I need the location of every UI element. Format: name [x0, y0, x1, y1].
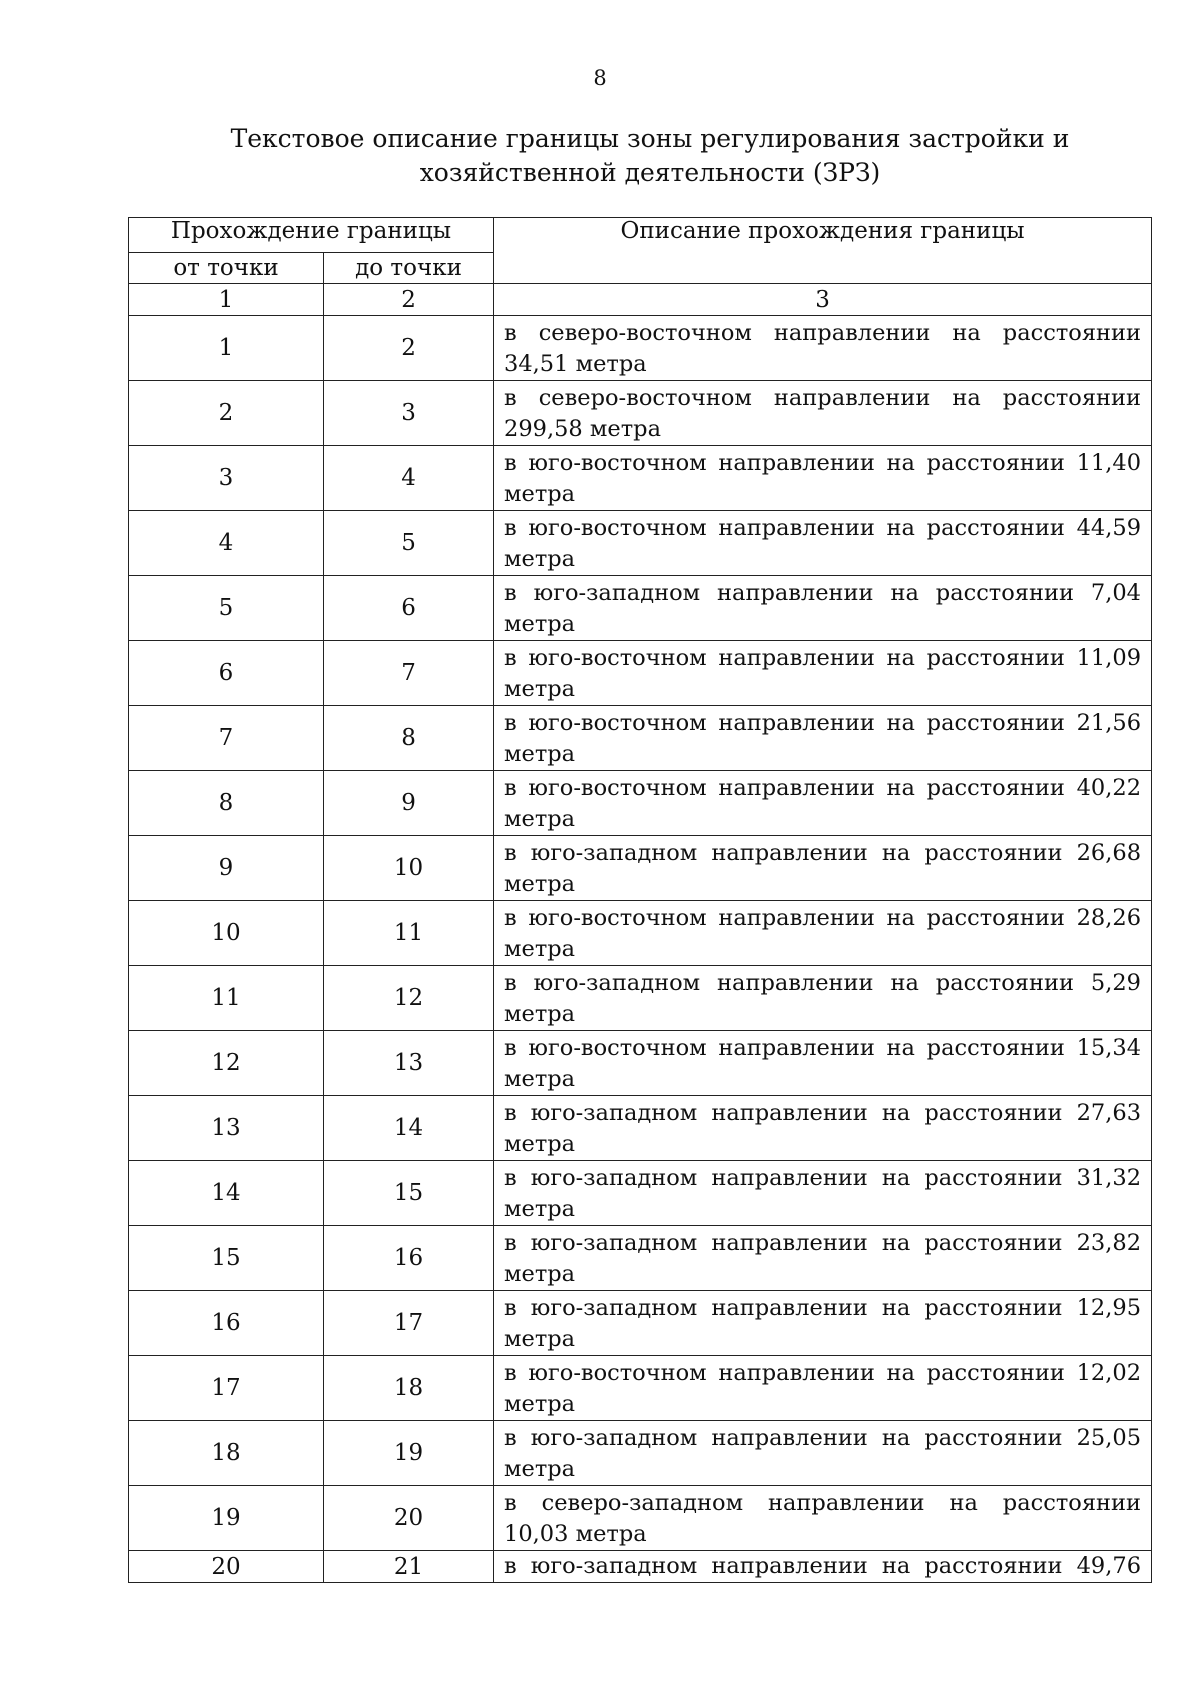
table-row	[129, 1421, 1152, 1486]
to-point-cell: 18	[324, 1356, 494, 1421]
to-point-cell: 16	[324, 1226, 494, 1291]
description-cell: в юго-западном направлении на расстоянии 5,29 метра	[494, 966, 1152, 1031]
to-point-cell: 12	[324, 966, 494, 1031]
to-point-cell: 15	[324, 1161, 494, 1226]
to-point-cell: 9	[324, 771, 494, 836]
description-cell: в юго-западном направлении на расстоянии 12,95 метра	[494, 1291, 1152, 1356]
from-point-cell: 8	[129, 771, 324, 836]
table-row	[129, 901, 1152, 966]
to-point-cell: 2	[324, 316, 494, 381]
table-row	[129, 1226, 1152, 1291]
description-cell: в юго-западном направлении на расстоянии 49,76	[494, 1551, 1152, 1583]
table-row	[129, 381, 1152, 446]
description-cell: в юго-восточном направлении на расстоянии 11,09 метра	[494, 641, 1152, 706]
description-cell: в юго-западном направлении на расстоянии 26,68 метра	[494, 836, 1152, 901]
from-point-cell: 9	[129, 836, 324, 901]
to-point-cell: 3	[324, 381, 494, 446]
from-point-cell: 20	[129, 1551, 324, 1583]
from-point-cell: 1	[129, 316, 324, 381]
header-boundary-passage: Прохождение границы	[129, 218, 494, 253]
description-cell: в юго-западном направлении на расстоянии 27,63 метра	[494, 1096, 1152, 1161]
from-point-cell: 14	[129, 1161, 324, 1226]
table-row	[129, 511, 1152, 576]
from-point-cell: 11	[129, 966, 324, 1031]
description-cell: в юго-восточном направлении на расстоянии 40,22 метра	[494, 771, 1152, 836]
boundary-table	[128, 217, 1152, 1583]
description-cell: в северо-восточном направлении на расстоянии 299,58 метра	[494, 381, 1152, 446]
description-cell: в юго-западном направлении на расстоянии 25,05 метра	[494, 1421, 1152, 1486]
header-from-point: от точки	[129, 253, 324, 284]
to-point-cell: 5	[324, 511, 494, 576]
description-cell: в северо-западном направлении на расстоянии 10,03 метра	[494, 1486, 1152, 1551]
table-row	[129, 836, 1152, 901]
to-point-cell: 11	[324, 901, 494, 966]
table-row	[129, 1551, 1152, 1583]
from-point-cell: 12	[129, 1031, 324, 1096]
description-cell: в юго-западном направлении на расстоянии 7,04 метра	[494, 576, 1152, 641]
from-point-cell: 16	[129, 1291, 324, 1356]
table-row	[129, 1486, 1152, 1551]
from-point-cell: 18	[129, 1421, 324, 1486]
from-point-cell: 3	[129, 446, 324, 511]
column-number-row	[129, 284, 1152, 316]
to-point-cell: 6	[324, 576, 494, 641]
description-cell: в северо-восточном направлении на расстоянии 34,51 метра	[494, 316, 1152, 381]
description-cell: в юго-восточном направлении на расстоянии 12,02 метра	[494, 1356, 1152, 1421]
table-row	[129, 446, 1152, 511]
from-point-cell: 19	[129, 1486, 324, 1551]
column-number: 1	[129, 284, 324, 316]
header-to-point: до точки	[324, 253, 494, 284]
table-row	[129, 316, 1152, 381]
description-cell: в юго-западном направлении на расстоянии 23,82 метра	[494, 1226, 1152, 1291]
column-number: 3	[494, 284, 1152, 316]
from-point-cell: 15	[129, 1226, 324, 1291]
to-point-cell: 13	[324, 1031, 494, 1096]
table-row	[129, 641, 1152, 706]
description-cell: в юго-восточном направлении на расстоянии 11,40 метра	[494, 446, 1152, 511]
to-point-cell: 7	[324, 641, 494, 706]
to-point-cell: 21	[324, 1551, 494, 1583]
table-row	[129, 1031, 1152, 1096]
table-row	[129, 1161, 1152, 1226]
table-row	[129, 771, 1152, 836]
to-point-cell: 8	[324, 706, 494, 771]
to-point-cell: 10	[324, 836, 494, 901]
to-point-cell: 19	[324, 1421, 494, 1486]
from-point-cell: 17	[129, 1356, 324, 1421]
description-cell: в юго-восточном направлении на расстоянии 21,56 метра	[494, 706, 1152, 771]
table-row	[129, 966, 1152, 1031]
from-point-cell: 2	[129, 381, 324, 446]
description-cell: в юго-восточном направлении на расстоянии 44,59 метра	[494, 511, 1152, 576]
description-cell: в юго-восточном направлении на расстоянии 15,34 метра	[494, 1031, 1152, 1096]
table-row	[129, 1291, 1152, 1356]
column-number: 2	[324, 284, 494, 316]
from-point-cell: 13	[129, 1096, 324, 1161]
document-title: Текстовое описание границы зоны регулирования застройки и хозяйственной деятельности (ЗРЗ)	[230, 124, 1070, 187]
from-point-cell: 10	[129, 901, 324, 966]
to-point-cell: 17	[324, 1291, 494, 1356]
from-point-cell: 6	[129, 641, 324, 706]
header-description: Описание прохождения границы	[494, 218, 1152, 284]
from-point-cell: 5	[129, 576, 324, 641]
table-row	[129, 1356, 1152, 1421]
table-header-row	[129, 218, 1152, 253]
table-row	[129, 1096, 1152, 1161]
table-row	[129, 576, 1152, 641]
from-point-cell: 4	[129, 511, 324, 576]
page-number: 8	[593, 66, 607, 90]
description-cell: в юго-восточном направлении на расстоянии 28,26 метра	[494, 901, 1152, 966]
to-point-cell: 4	[324, 446, 494, 511]
table-row	[129, 706, 1152, 771]
from-point-cell: 7	[129, 706, 324, 771]
to-point-cell: 20	[324, 1486, 494, 1551]
to-point-cell: 14	[324, 1096, 494, 1161]
description-cell: в юго-западном направлении на расстоянии 31,32 метра	[494, 1161, 1152, 1226]
